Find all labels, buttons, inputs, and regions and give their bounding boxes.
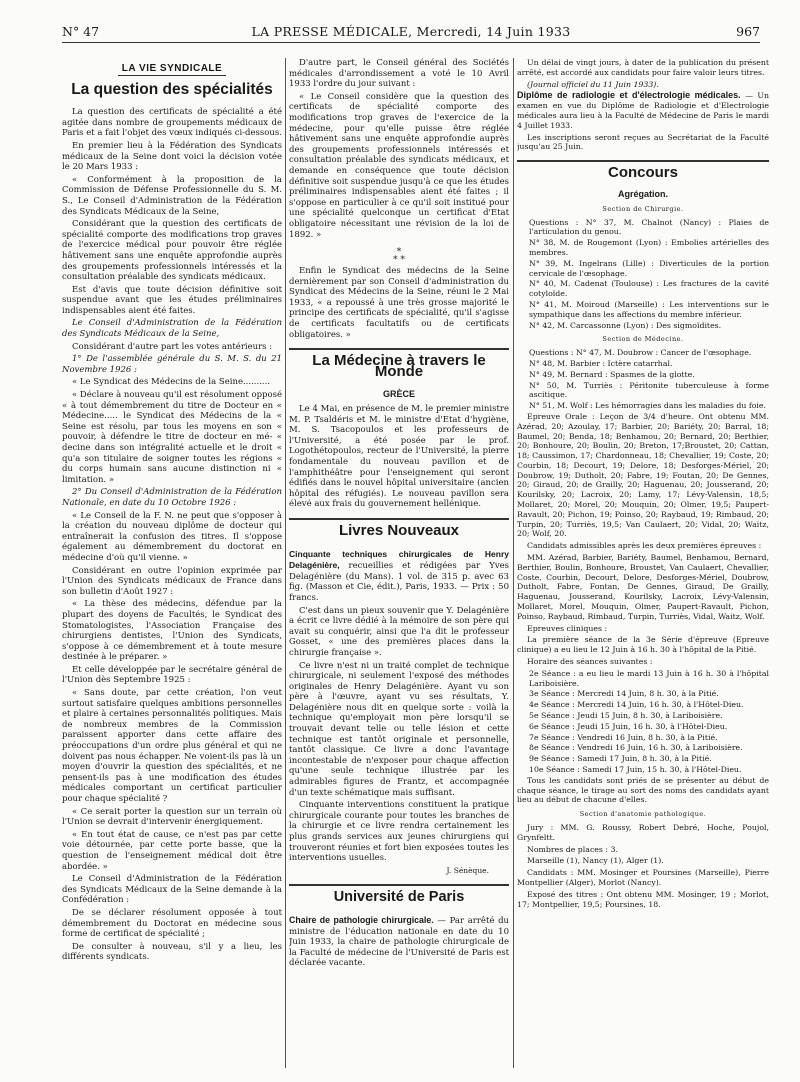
paragraph: Cinquante interventions constituent la pratique chirurgicale courante pour toutes les branches de la chirurgie et ce livre rendra certainement les plus grands services aux jeunes chirurgiens qui trouveront réunies et fort bien exposées toutes les interventions usuelles.: [289, 800, 509, 864]
paragraph: Enfin le Syndicat des médecins de la Seine dernièrement par son Conseil d'administration du Syndicat des Médecins de la Seine, réuni le 2 Mai 1933, « a repoussé à une très grosse majorité le principe des certificats de spécialité, qu'il s'agisse de certificats facultatifs ou de certificats obligatoires. »: [289, 266, 509, 340]
section-rule: [289, 884, 509, 886]
chaire-text: — Par arrêté du ministre de l'éducation nationale en date du 10 Juin 1933, la chaire de pathologie chirurgicale de la Faculté de médecine de l'Université de Paris est déclarée vacante.: [289, 915, 509, 969]
paragraph: Un délai de vingt jours, à dater de la publication du présent arrêté, est accordé aux candidats pour faire valoir leurs titres.: [517, 58, 769, 77]
paragraph: « Conformément à la proposition de la Commission de Défense Professionnelle du S. M. S., Le Conseil d'Administration de la Fédération des Syndicats Médicaux de la Seine,: [62, 174, 282, 217]
paragraph: Marseille (1), Nancy (1), Alger (1).: [527, 856, 664, 866]
book-entry: [289, 549, 509, 604]
paragraph: Et celle développée par le secrétaire général de l'Union dès Septembre 1925 :: [62, 664, 282, 686]
column-1: [62, 58, 282, 965]
issue-number: N° 47: [62, 24, 100, 39]
section-caption: Section de Médecine.: [602, 335, 684, 344]
paragraph: Candidats : MM. Mosinger et Poursines (Marseille), Pierre Montpellier (Alger), Morlot (Nancy).: [517, 868, 769, 887]
paragraph: « Le Syndicat des Médecins de la Seine..........: [72, 377, 270, 388]
list-item: N° 49, M. Bernard : Spasmes de la glotte.: [529, 369, 695, 379]
list-item: N° 39, M. Ingelrans (Lille) : Diverticules de la portion cervicale de l'œsophage.: [529, 258, 769, 278]
paragraph: Les inscriptions seront reçues au Secrétariat de la Faculté jusqu'au 25 Juin.: [517, 132, 769, 152]
section-rule: [289, 348, 509, 350]
signature: J. Sénèque.: [446, 865, 489, 875]
book-title: Cinquante techniques chirurgicales de Henry Delagénière,: [289, 548, 509, 571]
paragraph: Ce livre n'est ni un traité complet de technique chirurgicale, ni seulement l'exposé des méthodes originales de Henry Delagénière. Ayant vu son père à l'œuvre, ayant vu ses résultats, Y. Delagénière nous dit en quelque sorte : voilà la technique qu'employait mon père lorsqu'il se trouvait devant telle ou telle lésion et cette technique est tantôt originale et personnelle, tantôt classique. Ce livre a donc l'avantage incontestable de n'exposer pour chaque affection qu'une seule technique illustrée par les admirables figures de Frantz, et accompagnée d'un texte schématique mais suffisant.: [289, 660, 509, 798]
list-item: N° 42, M. Carcassonne (Lyon) : Des sigmoïdites.: [529, 320, 722, 330]
list-item: 2e Séance : a eu lieu le mardi 13 Juin à 16 h. 30 à l'hôpital Lariboisière.: [529, 668, 769, 688]
paragraph: Tous les candidats sont priés de se présenter au début de chaque séance, le tirage au sort des noms des candidats ayant lieu au début de chacune d'elles.: [517, 775, 769, 805]
list-item: N° 38, M. de Rougemont (Lyon) : Embolies artérielles des membres.: [529, 238, 769, 257]
paragraph: « Déclare à nouveau qu'il est résolument opposé « à tout démembrement du titre de Docteur en « Médecine..... le Syndicat des Médecins de la « Seine est résolu, par tous les moyens en son « pouvoir, à défendre le titre de docteur en mé- « decine dans son intégralité actuelle et le droit « qu'a son titulaire de soigner toutes les régions « du corps humain sans aucune distinction ni « limitation. »: [62, 390, 282, 485]
newspaper-title: LA PRESSE MÉDICALE, Mercredi, 14 Juin 1933: [251, 24, 571, 39]
article-title: Concours: [607, 164, 678, 182]
paragraph: « En tout état de cause, ce n'est pas par cette voie détournée, par cette porte basse, que la question de l'enseignement médical doit être abordée. »: [62, 829, 282, 872]
paragraph: C'est dans un pieux souvenir que Y. Delagénière a écrit ce livre dédié à la mémoire de son père qui avait su conquérir, ainsi que l'a dit le professeur Gosset, « une des premières places dans la chirurgie française ».: [289, 605, 509, 658]
section-caption: Section de Chirurgie.: [602, 204, 684, 213]
list-item: N° 50, M. Turriès : Péritonite tuberculeuse à forme ascitique.: [529, 380, 769, 400]
paragraph: 1° De l'assemblée générale du S. M. S. du 21 Novembre 1926 :: [62, 354, 282, 375]
column-divider: [285, 58, 286, 1068]
paragraph: En premier lieu à la Fédération des Syndicats médicaux de la Seine dont voici la décision votée le 20 Mars 1933 :: [62, 140, 282, 173]
list-item: 3e Séance : Mercredi 14 Juin, 8 h. 30, à la Pitié.: [529, 689, 719, 699]
section-kicker: LA VIE SYNDICALE: [62, 64, 282, 75]
paragraph: Le 4 Mai, en présence de M. le premier ministre M. P. Tsaldéris et M. le ministre d'Etat d'hygiène, M. S. Tsacopoulos et les professeurs de l'Université, a été posée par le prof. Logothétopoulos, recteur de l'Université, la pierre fondamentale du nouveau pavillon et de l'amphithéâtre pour l'enseignement qui seront édifiés dans le nouvel hôpital universitaire (ancien hôpital des réfugiés). Le nouveau pavillon sera élevé aux frais du gouvernement hellénique.: [289, 404, 509, 510]
list-item: N° 48, M. Barbier : Ictère catarrhal.: [529, 358, 673, 368]
article-subhead: GRÈCE: [382, 389, 415, 400]
paragraph: Candidats admissibles après les deux premières épreuves :: [527, 541, 762, 551]
paragraph: Epreuves cliniques :: [527, 623, 608, 633]
paragraph: D'autre part, le Conseil général des Sociétés médicales d'arrondissement a voté le 10 Avril 1933 l'ordre du jour suivant :: [289, 58, 509, 90]
section-caption: Section d'anatomie pathologique.: [579, 810, 707, 819]
page-header: [62, 22, 760, 43]
list-item: 10e Séance : Samedi 17 Juin, 15 h. 30, à l'Hôtel-Dieu.: [529, 765, 742, 774]
list-item: Questions : N° 47, M. Doubrow : Cancer de l'œsophage.: [529, 348, 752, 358]
paragraph: Nombres de places : 3.: [527, 844, 618, 854]
diplome-entry: [517, 91, 769, 130]
article-title: Livres Nouveaux: [338, 521, 460, 539]
page-number: 967: [736, 24, 760, 39]
paragraph: Le Conseil d'Administration de la Fédération des Syndicats Médicaux de la Seine,: [62, 318, 282, 340]
paragraph: De consulter à nouveau, s'il y a lieu, les différents syndicats.: [62, 941, 282, 963]
list-item: 5e Séance : Jeudi 15 Juin, 8 h. 30, à Lariboisière.: [529, 711, 723, 721]
paragraph: Considérant en outre l'opinion exprimée par l'Union des Syndicats médicaux de France dans son bulletin d'Août 1927 :: [62, 565, 282, 597]
section-rule: [517, 160, 769, 162]
paragraph: Considérant que la question des certificats de spécialité comporte des modifications trop graves de l'exercice médical pour pouvoir être réglée hâtivement sans une enquête approfondie auprès des groupements professionnels intéressés et la consultation préalable des syndicats médicaux.: [62, 219, 282, 283]
list-item: 8e Séance : Vendredi 16 Juin, 16 h. 30, à Lariboisière.: [529, 743, 743, 753]
list-item: 7e Séance : Vendredi 16 Juin, 8 h. 30, à la Pitié.: [529, 732, 718, 742]
column-2: [289, 58, 509, 971]
column-divider: [513, 58, 514, 1068]
paragraph: Considérant d'autre part les votes antérieurs :: [72, 341, 273, 352]
paragraph: « Sans doute, par cette création, l'on veut surtout satisfaire quelques ambitions personnelles et plaire à certaines personnalités politiques. Mais de nombreux membres de la Commission paraissent apporter dans cette affaire des préoccupations d'un ordre plus général et qui ne doivent pas nous échapper. Ne voient-ils pas là un moyen d'ouvrir la question des spécialités, et ne pensent-ils pas à une modification des études médicales comportant un certificat particulier pour chaque spécialité ?: [62, 688, 282, 804]
paragraph: Exposé des titres : Ont obtenu MM. Mosinger, 19 ; Morlot, 17; Montpellier, 19,5; Poursines, 18.: [517, 889, 769, 909]
book-meta: recueillies et rédigées par Yves Delagénière (du Mans). 1 vol. de 315 p. avec 63 fig. (Masson et Cie, édit.), Paris, 1933. — Prix : 50 francs.: [289, 561, 509, 603]
paragraph: « Ce serait porter la question sur un terrain où l'Union se devrait d'intervenir énergiquement.: [62, 806, 282, 828]
list-item: N° 51, M. Wolf : Les hémorragies dans les maladies du foie.: [529, 401, 766, 411]
list-item: 4e Séance : Mercredi 14 Juin, 16 h. 30, à l'Hôtel-Dieu.: [529, 700, 744, 710]
chaire-entry: [289, 915, 509, 969]
paragraph: (Journal officiel du 11 Juin 1933).: [527, 79, 659, 89]
paragraph: MM. Azérad, Barbier, Bariéty, Baumel, Benhamou, Bernard, Berthier, Boulin, Bonhoure, Broustet, Van Caulaert, Chevallier, Coste, Courbin, Decourt, Delore, Desforges-Mériel, Doubrow, Dutholt, Fabre, Fontan, De Gennes, Giraud, De Grailly, Haguenau, Jousserand, Kourilsky, Lacroix, Lévy-Valensin, Mollaret, Morel, Mouquin, Olmer, Paupert-Ravault, Pichon, Poinso, Raybaud, Rimbaud, Turpin, Turriès, Vidal, Waitz, Wolf.: [517, 553, 769, 621]
paragraph: 2° Du Conseil d'Administration de la Fédération Nationale, en date du 10 Octobre 1926 :: [62, 487, 282, 508]
paragraph: Est d'avis que toute décision définitive soit suspendue avant que les études préliminaires indispensables aient été faites.: [62, 284, 282, 316]
article-title: La question des spécialités: [71, 80, 273, 98]
diplome-title: Diplôme de radiologie et d'électrologie médicales.: [517, 90, 741, 101]
diplome-text: — Un examen en vue du Diplôme de Radiologie et d'Electrologie médicales aura lieu à la Faculté de Médecine de Paris le mardi 4 Juillet 1933.: [517, 91, 769, 130]
paragraph: De se déclarer résolument opposée à tout démembrement du Doctorat en médecine sous forme de certificat de spécialité ;: [62, 907, 282, 940]
paragraph: Jury : MM. G. Roussy, Robert Debré, Hoche, Poujol, Grynfeltt.: [517, 822, 769, 842]
chaire-title: Chaire de pathologie chirurgicale.: [289, 914, 434, 925]
article-title: La Médecine à travers le Monde: [312, 352, 486, 380]
article-subhead: Agrégation.: [617, 188, 668, 199]
column-3: [517, 58, 769, 911]
paragraph: « Le Conseil de la F. N. ne peut que s'opposer à la création du nouveau diplôme de docteur qui entraînerait la confusion des titres. Il s'oppose également au démembrement du doctorat en médecine d'où qu'il vienne. »: [62, 510, 282, 563]
paragraph: « La thèse des médecins, défendue par la plupart des doyens de Facultés, le Syndicat des Stomatologistes, l'Association Française des chirurgiens dentistes, l'Union des Syndicats, s'oppose à ce démembrement et à toute mesure destinée à le préparer. »: [62, 599, 282, 663]
paragraph: Epreuve Orale : Leçon de 3/4 d'heure. Ont obtenu MM. Azérad, 20; Azoulay, 17; Barbier, 20; Bariéty, 20; Barral, 18; Baumel, 20; Benda, 18; Benhamou, 20; Bernard, 20; Berthier, 20; Bonhoure, 20; Boulin, 20; Breton, 17;Broustet, 20; Cattan, 18; Caussimon, 17; Chardonneau, 18; Chevallier, 19; Coste, 20; Courbin, 18; Decourt, 19; Delore, 18; Desforges-Mériel, 20; Doubrow, 19; Dutholt, 20; Fabre, 19; Foutan, 20; De Gennes, 20; Giraud, 20; de Grailly, 20; Haguenau, 20; Jousserand, 20; Kourilsky, 20; Lacroix, 20; Lamy, 17; Lévy-Valensin, 18,5; Mollaret, 20; Morel, 20; Mouquin, 20; Olmer, 19,5; Paupert-Ravault, 20; Pichon, 19; Poinso, 20; Raybaud, 19; Rimbaud, 20; Turpin, 20; Turriès, 19,5; Van Caulaert, 20; Vidal, 20; Waitz, 20; Wolf, 20.: [517, 411, 769, 539]
asterism: ⁎ ⁎ ⁎: [393, 244, 405, 263]
paragraph: La première séance de la 3e Série d'épreuve (Epreuve clinique) a eu lieu le 12 Juin à 16 h. 30 à l'hôpital de la Pitié.: [517, 635, 769, 655]
article-title: Université de Paris: [333, 889, 465, 906]
list-item: 6e Séance : Jeudi 15 Juin, 16 h. 30, à l'Hôtel-Dieu.: [529, 721, 728, 731]
list-item: N° 41, M. Moiroud (Marseille) : Les interventions sur le sympathique dans les affections du membre inférieur.: [529, 299, 769, 319]
list-item: Questions : N° 37, M. Chalnot (Nancy) : Plaies de l'articulation du genou.: [529, 217, 769, 237]
paragraph: Le Conseil d'Administration de la Fédération des Syndicats Médicaux de la Seine demande à la Confédération :: [62, 874, 282, 906]
paragraph: La question des certificats de spécialité a été agitée dans nombre de groupements médicaux de Paris et a fait l'objet des vœux indiqués ci-dessous.: [62, 107, 282, 139]
section-rule: [289, 518, 509, 520]
paragraph: Horaire des séances suivantes :: [527, 657, 653, 667]
list-item: 9e Séance : Samedi 17 Juin, 8 h. 30, à la Pitié.: [529, 754, 712, 764]
paragraph: « Le Conseil considère que la question des certificats de spécialité comporte des modifications trop graves de l'exercice de la médecine, pour qu'elle puisse être réglée hâtivement sans une enquête approfondie auprès des groupements professionnels intéressés et consultation préalable des syndicats médicaux, et demande en conséquence que toute décision définitive soit suspendue jusqu'à ce que les études préliminaires indispensables aient été faites ; il s'oppose en particulier à ce qu'il soit institué pour une spécialité quelconque un certificat d'Etat obligatoire nécessitant une révision de la loi de 1892. »: [289, 91, 509, 240]
list-item: N° 40, M. Cadenat (Toulouse) : Les fractures de la cavité cotyloïde.: [529, 279, 769, 299]
